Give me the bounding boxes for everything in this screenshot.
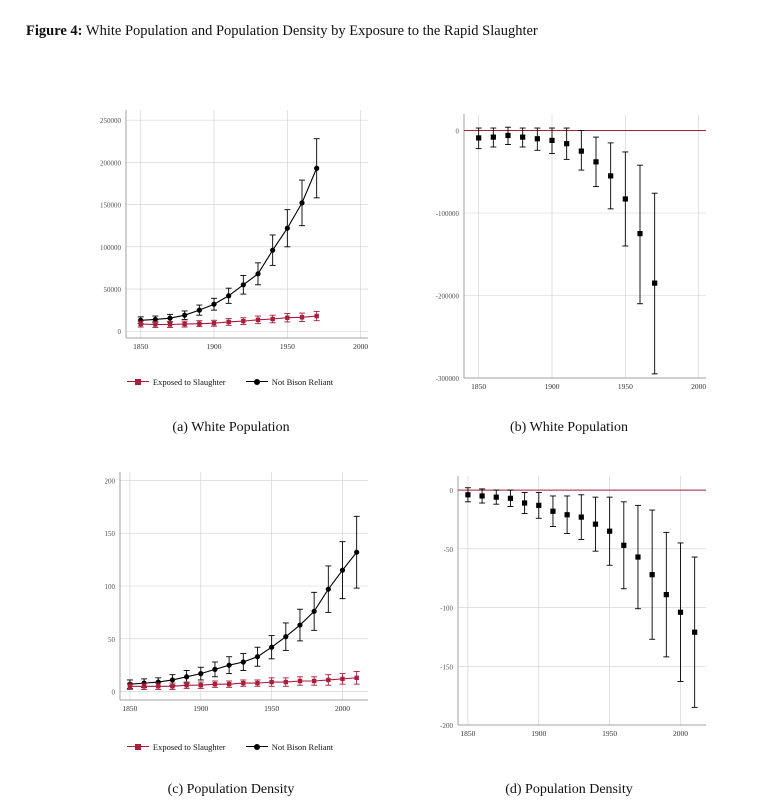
svg-text:150000: 150000 (100, 201, 121, 210)
legend-entry-exposed-c (127, 741, 226, 752)
panel-a-plot (86, 100, 376, 360)
svg-text:100: 100 (104, 583, 115, 591)
svg-text:0: 0 (111, 688, 115, 697)
svg-text:1950: 1950 (602, 729, 618, 738)
panel-d-plot (424, 462, 714, 747)
panel-b-plot (424, 100, 714, 400)
svg-text:2000: 2000 (691, 382, 707, 391)
svg-text:-200: -200 (440, 722, 453, 730)
panel-a-legend (100, 375, 360, 387)
svg-text:2000: 2000 (672, 729, 688, 738)
panel-c-caption: (c) Population Density (167, 782, 295, 797)
svg-text:-50: -50 (443, 545, 453, 554)
legend-swatch-exposed-c (127, 742, 149, 751)
svg-text:-100000: -100000 (435, 210, 459, 218)
legend-label-exposed-c: Exposed to Slaughter (152, 741, 226, 752)
svg-text:-300000: -300000 (435, 375, 459, 383)
legend-label-exposed: Exposed to Slaughter (152, 376, 226, 387)
svg-text:1950: 1950 (617, 382, 633, 391)
svg-text:1850: 1850 (122, 704, 138, 713)
svg-text:150: 150 (104, 530, 115, 539)
chart-c (86, 462, 376, 722)
chart-b (424, 100, 714, 400)
svg-text:-200000: -200000 (435, 292, 459, 301)
figure-label: Figure 4: (26, 23, 83, 39)
svg-text:200000: 200000 (100, 159, 121, 168)
svg-text:2000: 2000 (353, 342, 369, 351)
svg-text:-150: -150 (440, 663, 453, 672)
panel-a-caption: (a) White Population (172, 420, 290, 435)
figure-title (26, 22, 746, 41)
legend-entry-not-reliant (246, 376, 333, 387)
svg-text:1950: 1950 (264, 704, 280, 713)
panel-b-caption: (b) White Population (510, 420, 628, 435)
svg-text:0: 0 (449, 487, 453, 496)
legend-swatch-not-reliant-c (246, 742, 268, 751)
panel-c-plot (86, 462, 376, 722)
svg-text:50000: 50000 (103, 286, 121, 295)
svg-text:250000: 250000 (100, 117, 121, 126)
chart-a (86, 100, 376, 360)
svg-text:50: 50 (108, 635, 115, 644)
chart-d (424, 462, 714, 747)
svg-text:1900: 1900 (544, 382, 560, 391)
legend-swatch-not-reliant (246, 377, 268, 386)
svg-text:1900: 1900 (206, 342, 222, 351)
panel-c-legend (100, 740, 360, 752)
figure-title-text: White Population and Population Density by Exposure to the Rapid Slaughter (85, 23, 538, 39)
legend-swatch-exposed (127, 377, 149, 386)
legend-label-not-reliant-c: Not Bison Reliant (271, 741, 334, 752)
svg-text:2000: 2000 (334, 704, 350, 713)
svg-text:0: 0 (117, 328, 121, 337)
svg-text:1850: 1850 (133, 342, 149, 351)
svg-text:200: 200 (104, 477, 115, 486)
svg-text:-100: -100 (440, 604, 453, 613)
legend-label-not-reliant: Not Bison Reliant (271, 376, 334, 387)
svg-text:1950: 1950 (279, 342, 295, 351)
legend-entry-exposed (127, 376, 226, 387)
legend-entry-not-reliant-c (246, 741, 333, 752)
svg-text:1900: 1900 (193, 704, 209, 713)
svg-text:0: 0 (455, 127, 459, 136)
svg-text:1850: 1850 (471, 382, 487, 391)
svg-text:100000: 100000 (100, 243, 121, 252)
panel-d-caption: (d) Population Density (505, 782, 633, 797)
svg-text:1900: 1900 (531, 729, 547, 738)
svg-text:1850: 1850 (460, 729, 476, 738)
